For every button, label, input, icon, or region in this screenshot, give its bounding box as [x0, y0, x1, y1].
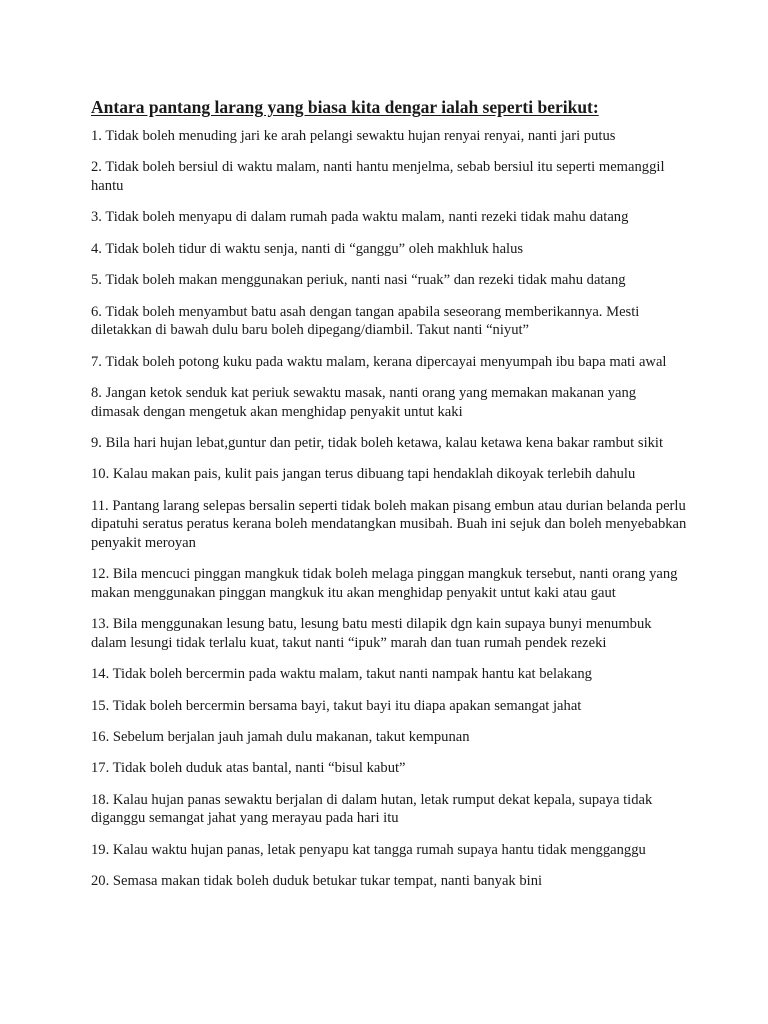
list-item: 10. Kalau makan pais, kulit pais jangan terus dibuang tapi hendaklah dikoyak terlebih dahulu [91, 466, 636, 483]
document-heading: Antara pantang larang yang biasa kita dengar ialah seperti berikut: [91, 97, 599, 117]
list-item: 12. Bila mencuci pinggan mangkuk tidak boleh melaga pinggan mangkuk tersebut, nanti orang yang makan menggunakan pinggan mangkuk itu akan menghidap penyakit untut kaki atau gaut [91, 566, 678, 601]
list-item: 20. Semasa makan tidak boleh duduk betukar tukar tempat, nanti banyak bini [91, 873, 543, 890]
list-item: 6. Tidak boleh menyambut batu asah dengan tangan apabila seseorang memberikannya. Mesti diletakkan di bawah dulu baru boleh dipegang/diambil. Takut nanti “niyut” [91, 303, 640, 339]
list-item: 16. Sebelum berjalan jauh jamah dulu makanan, takut kempunan [91, 729, 470, 746]
list-item: 11. Pantang larang selepas bersalin seperti tidak boleh makan pisang embun atau durian belanda perlu dipatuhi seratus peratus kerana boleh mendatangkan musibah. Buah ini sejuk dan boleh menyebabkan penyakit meroyan [91, 497, 687, 551]
list-item: 13. Bila menggunakan lesung batu, lesung batu mesti dilapik dgn kain supaya bunyi menumbuk dalam lesungi tidak terlalu kuat, takut nanti “ipuk” marah dan tuan rumah pendek rezeki [91, 616, 652, 651]
list-item: 14. Tidak boleh bercermin pada waktu malam, takut nanti nampak hantu kat belakang [91, 666, 592, 683]
list-item: 1. Tidak boleh menuding jari ke arah pelangi sewaktu hujan renyai renyai, nanti jari putus [91, 128, 616, 144]
list-item: 18. Kalau hujan panas sewaktu berjalan di dalam hutan, letak rumput dekat kepala, supaya tidak diganggu semangat jahat yang merayau pada hari itu [91, 791, 653, 827]
pantang-larang-list [91, 127, 688, 891]
list-item: 19. Kalau waktu hujan panas, letak penyapu kat tangga rumah supaya hantu tidak mengganggu [91, 841, 646, 858]
list-item: 8. Jangan ketok senduk kat periuk sewaktu masak, nanti orang yang memakan makanan yang dimasak dengan mengetuk akan menghidap penyakit untut kaki [91, 384, 637, 420]
list-item: 15. Tidak boleh bercermin bersama bayi, takut bayi itu diapa apakan semangat jahat [91, 697, 582, 714]
list-item: 5. Tidak boleh makan menggunakan periuk, nanti nasi “ruak” dan rezeki tidak mahu datang [91, 272, 626, 289]
list-item: 17. Tidak boleh duduk atas bantal, nanti “bisul kabut” [91, 760, 406, 777]
list-item: 3. Tidak boleh menyapu di dalam rumah pada waktu malam, nanti rezeki tidak mahu datang [91, 209, 629, 226]
list-item: 7. Tidak boleh potong kuku pada waktu malam, kerana dipercayai menyumpah ibu bapa mati awal [91, 353, 667, 370]
list-item: 2. Tidak boleh bersiul di waktu malam, nanti hantu menjelma, sebab bersiul itu seperti memanggil hantu [91, 159, 665, 194]
list-item: 4. Tidak boleh tidur di waktu senja, nanti di “ganggu” oleh makhluk halus [91, 240, 524, 257]
list-item: 9. Bila hari hujan lebat,guntur dan petir, tidak boleh ketawa, kalau ketawa kena bakar rambut sikit [91, 434, 664, 451]
